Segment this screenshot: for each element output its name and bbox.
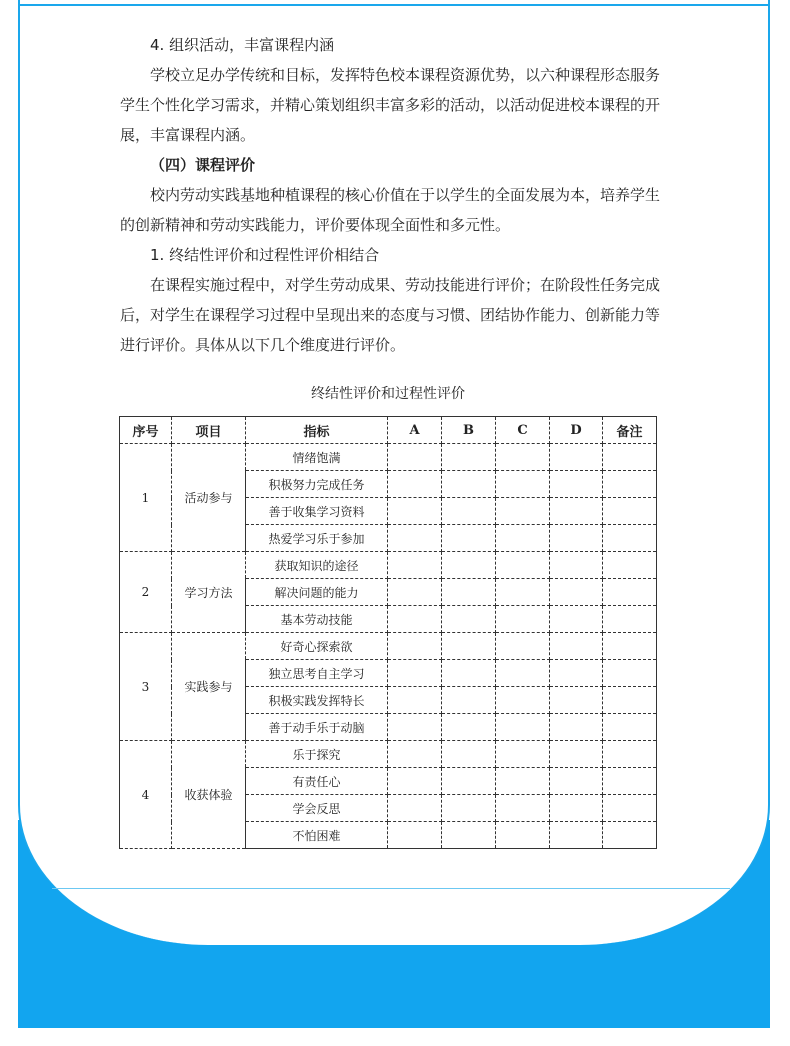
grade-cell [496,687,550,714]
grade-cell [442,768,496,795]
grade-cell [442,822,496,849]
grade-cell [388,633,442,660]
grade-cell [496,471,550,498]
grade-cell [550,741,603,768]
grade-cell [550,768,603,795]
grade-cell [442,714,496,741]
grade-cell [496,444,550,471]
indicator-cell: 独立思考自主学习 [246,660,388,687]
grade-cell [603,579,657,606]
grade-cell [603,525,657,552]
grade-cell [388,687,442,714]
group-item-cell: 学习方法 [172,552,246,633]
grade-cell [550,687,603,714]
grade-cell [550,822,603,849]
header-cell: B [442,417,496,444]
grade-cell [603,606,657,633]
header-cell: C [496,417,550,444]
grade-cell [550,498,603,525]
indicator-cell: 不怕困难 [246,822,388,849]
grade-cell [496,795,550,822]
indicator-cell: 获取知识的途径 [246,552,388,579]
grade-cell [496,498,550,525]
grade-cell [603,768,657,795]
header-cell: 序号 [120,417,172,444]
indicator-cell: 好奇心探索欲 [246,633,388,660]
indicator-cell: 善于动手乐于动脑 [246,714,388,741]
header-cell: 备注 [603,417,657,444]
table-caption: 终结性评价和过程性评价 [311,386,465,402]
grade-cell [603,552,657,579]
grade-cell [388,714,442,741]
indicator-cell: 热爱学习乐于参加 [246,525,388,552]
table-row [120,633,657,660]
grade-cell [550,579,603,606]
grade-cell [442,525,496,552]
grade-cell [388,660,442,687]
grade-cell [442,552,496,579]
header-cell: A [388,417,442,444]
grade-cell [496,822,550,849]
indicator-cell: 学会反思 [246,795,388,822]
indicator-cell: 解决问题的能力 [246,579,388,606]
grade-cell [442,687,496,714]
subheading-evaluation-combination: 1. 终结性评价和过程性评价相结合 [150,246,380,264]
grade-cell [388,471,442,498]
grade-cell [442,633,496,660]
grade-cell [388,525,442,552]
grade-cell [496,633,550,660]
table-row [120,444,657,471]
grade-cell [442,741,496,768]
grade-cell [442,795,496,822]
grade-cell [442,444,496,471]
grade-cell [442,471,496,498]
indicator-cell: 善于收集学习资料 [246,498,388,525]
grade-cell [550,552,603,579]
grade-cell [603,444,657,471]
section-heading-course-evaluation: （四）课程评价 [150,156,256,174]
grade-cell [550,714,603,741]
header-cell: D [550,417,603,444]
article-body [120,30,660,360]
indicator-cell: 有责任心 [246,768,388,795]
grade-cell [388,822,442,849]
grade-cell [550,606,603,633]
grade-cell [550,471,603,498]
grade-cell [603,714,657,741]
group-number-cell: 3 [120,633,172,741]
grade-cell [496,552,550,579]
header-cell: 项目 [172,417,246,444]
paragraph-activities: 学校立足办学传统和目标，发挥特色校本课程资源优势，以六种课程形态服务学生个性化学习需求，并精心策划组织丰富多彩的活动，以活动促进校本课程的开展，丰富课程内涵。 [120,66,661,144]
table-row [120,552,657,579]
grade-cell [496,660,550,687]
indicator-cell: 情绪饱满 [246,444,388,471]
paragraph-evaluation-details: 在课程实施过程中，对学生劳动成果、劳动技能进行评价；在阶段性任务完成后，对学生在课程学习过程中呈现出来的态度与习惯、团结协作能力、创新能力等进行评价。具体从以下几个维度进行评价。 [120,276,661,354]
grade-cell [603,741,657,768]
grade-cell [496,579,550,606]
grade-cell [388,498,442,525]
grade-cell [603,633,657,660]
indicator-cell: 乐于探究 [246,741,388,768]
grade-cell [388,606,442,633]
grade-cell [496,525,550,552]
indicator-cell: 基本劳动技能 [246,606,388,633]
group-number-cell: 2 [120,552,172,633]
grade-cell [442,498,496,525]
grade-cell [442,579,496,606]
table-header-row [120,417,657,444]
grade-cell [550,633,603,660]
grade-cell [388,552,442,579]
grade-cell [388,795,442,822]
grade-cell [442,606,496,633]
header-cell: 指标 [246,417,388,444]
grade-cell [388,768,442,795]
evaluation-table [119,416,657,849]
grade-cell [388,741,442,768]
grade-cell [496,741,550,768]
grade-cell [550,660,603,687]
group-item-cell: 实践参与 [172,633,246,741]
grade-cell [442,660,496,687]
grade-cell [603,471,657,498]
grade-cell [496,714,550,741]
grade-cell [603,795,657,822]
section-heading-4: 4. 组织活动，丰富课程内涵 [150,36,335,54]
group-number-cell: 1 [120,444,172,552]
footer-divider [52,888,730,889]
grade-cell [388,444,442,471]
grade-cell [603,498,657,525]
grade-cell [550,444,603,471]
group-item-cell: 收获体验 [172,741,246,849]
indicator-cell: 积极努力完成任务 [246,471,388,498]
grade-cell [550,525,603,552]
grade-cell [496,606,550,633]
grade-cell [388,579,442,606]
group-item-cell: 活动参与 [172,444,246,552]
group-number-cell: 4 [120,741,172,849]
grade-cell [550,795,603,822]
grade-cell [496,768,550,795]
table-row [120,741,657,768]
indicator-cell: 积极实践发挥特长 [246,687,388,714]
grade-cell [603,822,657,849]
grade-cell [603,687,657,714]
top-border-line [18,4,770,6]
grade-cell [603,660,657,687]
paragraph-core-value: 校内劳动实践基地种植课程的核心价值在于以学生的全面发展为本，培养学生的创新精神和劳动实践能力，评价要体现全面性和多元性。 [120,186,661,234]
